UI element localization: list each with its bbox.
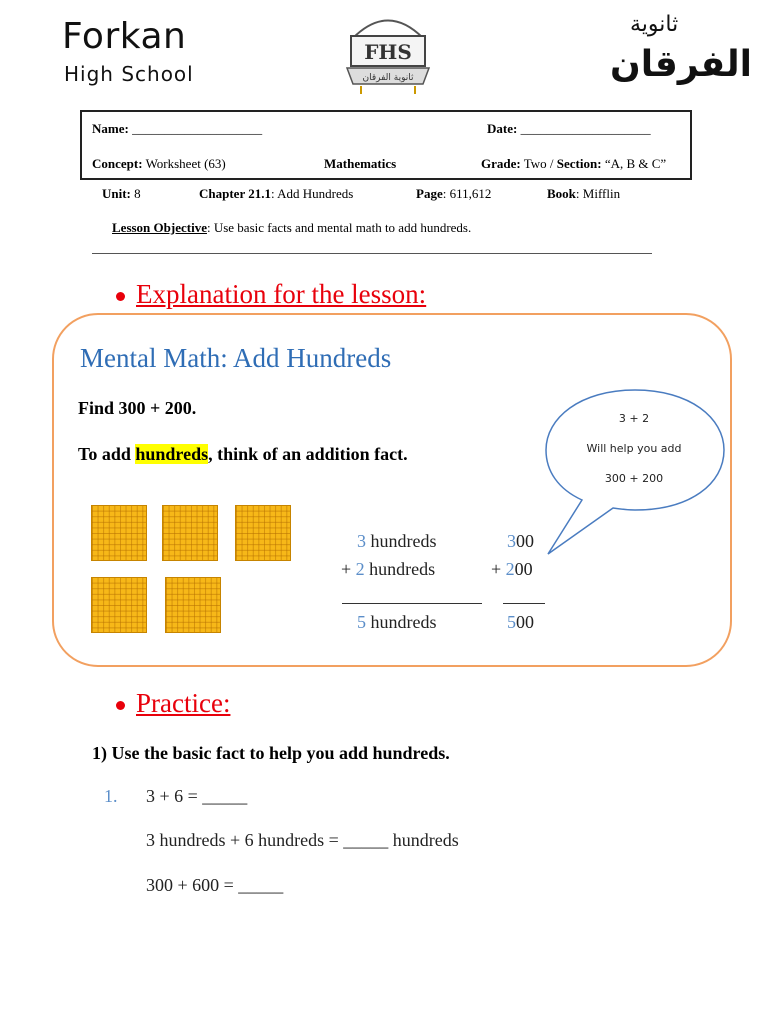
row3-digit: 5	[357, 612, 366, 632]
practice-line-1[interactable]: 3 + 6 = _____	[146, 786, 248, 806]
work-row-3-number	[507, 612, 534, 633]
practice-question: 1) Use the basic fact to help you add hundreds.	[92, 743, 450, 763]
name-field[interactable]	[92, 121, 262, 137]
row3-word: hundreds	[366, 612, 437, 632]
work-row-2-number	[491, 559, 533, 580]
crest-arabic-text: ثانوية الفرقان	[362, 73, 414, 83]
instruction-text	[78, 444, 408, 465]
bubble-line-2: Will help you add	[586, 442, 682, 455]
objective-text: : Use basic facts and mental math to add hundreds.	[206, 220, 472, 235]
row2-digit: 2	[355, 559, 365, 579]
page-label: Page	[416, 186, 443, 201]
name-blank[interactable]: ____________________	[132, 121, 263, 136]
row1-word: hundreds	[366, 531, 437, 551]
objective-label: Lesson Objective	[112, 220, 207, 235]
work-row-1-words	[357, 531, 437, 552]
work-row-3-words	[357, 612, 437, 633]
row1-num-rest: 00	[516, 531, 534, 551]
chapter-field	[199, 186, 353, 202]
hundred-block-icon	[165, 577, 221, 633]
chapter-label: Chapter 21.1	[199, 186, 271, 201]
instruction-prefix: To add	[78, 444, 136, 464]
grade-value: Two /	[523, 156, 554, 171]
practice-line-3[interactable]: 300 + 600 = _____	[146, 875, 284, 895]
school-crest-logo	[343, 8, 433, 96]
name-label: Name:	[92, 121, 129, 136]
logo-arabic-line1: ثانوية	[630, 12, 679, 37]
hundred-block-icon	[91, 577, 147, 633]
subject-label	[324, 156, 396, 172]
lesson-objective	[112, 220, 471, 236]
highlighted-word: hundreds	[135, 444, 209, 464]
item-number: 1.	[104, 786, 118, 806]
row3-num-rest: 00	[516, 612, 534, 632]
grade-label: Grade:	[481, 156, 521, 171]
hundred-block-icon	[91, 505, 147, 561]
row1-digit: 3	[357, 531, 366, 551]
bullet-icon	[116, 701, 125, 710]
logo-forkan: Forkan	[62, 16, 187, 57]
hundred-block-icon	[235, 505, 291, 561]
row2-num-digit: 2	[505, 559, 515, 579]
date-field[interactable]	[487, 121, 651, 137]
sum-line-words	[342, 603, 482, 604]
crest-letters: FHS	[364, 40, 412, 64]
instruction-suffix: , think of an addition fact.	[208, 444, 408, 464]
section-value: “A, B & C”	[604, 156, 667, 171]
section-label: Section:	[556, 156, 602, 171]
unit-value: 8	[134, 186, 141, 201]
grade-section-field	[481, 156, 666, 172]
work-row-2-words	[341, 559, 435, 580]
subject-text: Mathematics	[324, 156, 397, 171]
work-row-1-number	[507, 531, 534, 552]
chapter-value: : Add Hundreds	[270, 186, 354, 201]
bubble-line-1: 3 + 2	[618, 412, 650, 425]
concept-field	[92, 156, 226, 172]
row2-plus: +	[341, 559, 356, 579]
concept-value: Worksheet (63)	[145, 156, 226, 171]
bubble-line-3: 300 + 200	[604, 472, 664, 485]
row1-num-digit: 3	[507, 531, 516, 551]
sum-line-number	[503, 603, 545, 604]
book-field	[547, 186, 620, 202]
logo-arabic-line2: الفرقان	[610, 44, 752, 85]
date-label: Date:	[487, 121, 518, 136]
find-problem: Find 300 + 200.	[78, 398, 197, 418]
book-value: : Mifflin	[575, 186, 621, 201]
concept-label: Concept:	[92, 156, 143, 171]
explanation-heading: Explanation for the lesson:	[136, 279, 427, 309]
page-field	[416, 186, 491, 202]
practice-heading: Practice:	[136, 688, 231, 718]
practice-line-2[interactable]: 3 hundreds + 6 hundreds = _____ hundreds	[146, 830, 459, 850]
lesson-title: Mental Math: Add Hundreds	[80, 343, 392, 373]
date-blank[interactable]: ____________________	[520, 121, 651, 136]
hundred-block-icon	[162, 505, 218, 561]
divider-line	[92, 253, 652, 254]
bullet-icon	[116, 292, 125, 301]
row2-word: hundreds	[364, 559, 436, 579]
logo-high-school: High School	[64, 62, 194, 86]
page-value: : 611,612	[442, 186, 492, 201]
row2-num-rest: 00	[514, 559, 533, 579]
unit-label: Unit:	[102, 186, 131, 201]
row3-num-digit: 5	[507, 612, 516, 632]
unit-field	[102, 186, 141, 202]
book-label: Book	[547, 186, 576, 201]
row2-num-plus: +	[491, 559, 506, 579]
